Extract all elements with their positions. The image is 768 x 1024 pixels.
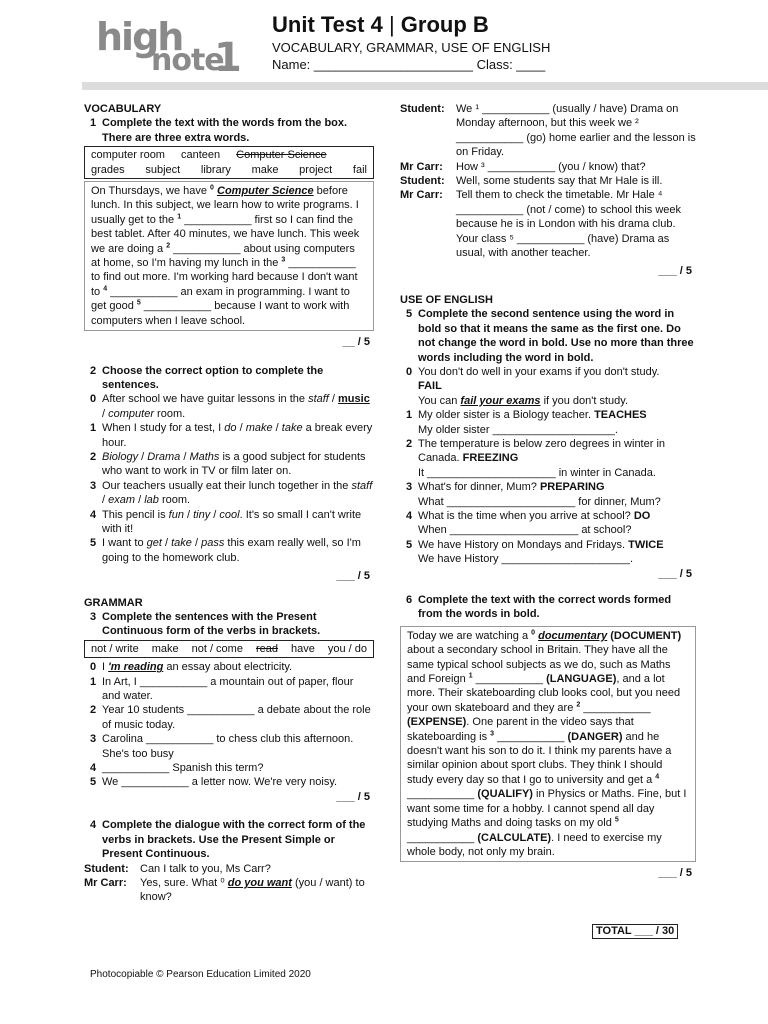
keyword: TEACHES	[594, 409, 647, 422]
word-box-item: have	[290, 642, 315, 655]
list-item	[400, 437, 696, 480]
dialogue-text-part: How ³ ___________ (you / know) that?	[456, 160, 646, 173]
example-answer: do you want	[227, 876, 292, 889]
option: staff	[308, 393, 329, 406]
question-text: What is the time when you arrive at school?	[418, 509, 634, 522]
option: Drama	[147, 450, 181, 463]
item-text-part: After school we have guitar lessons in the	[102, 393, 309, 406]
list-item	[84, 450, 374, 479]
task-1-score: __ / 5	[342, 336, 370, 349]
word-box-item: you / do	[327, 642, 367, 655]
dialogue-text-part: Well, some students say that Mr Hale is ill.	[456, 175, 663, 188]
dialogue-text	[456, 102, 696, 160]
item-number: 3	[90, 733, 97, 746]
item-number: 4	[406, 509, 413, 522]
answer-line	[418, 394, 696, 408]
item-text-part: this exam really well, so I'm going to the homework club.	[102, 537, 361, 564]
task-text: Complete the text with the words from the box. There are three extra words.	[102, 117, 348, 144]
item-number: 1	[90, 422, 97, 435]
word-box-item-used: Computer Science	[236, 149, 327, 162]
keyword: (CALCULATE)	[477, 831, 552, 844]
page-subtitle: VOCABULARY, GRAMMAR, USE OF ENGLISH	[272, 40, 551, 55]
item-text-part: a break every hour.	[102, 422, 373, 449]
task-5-score: ___ / 5	[658, 567, 692, 580]
item-text	[102, 703, 374, 732]
question-line	[418, 480, 696, 494]
keyword: (EXPENSE)	[407, 716, 467, 729]
list-item	[400, 538, 696, 567]
speaker: Mr Carr:	[400, 189, 443, 202]
option: get	[146, 537, 162, 550]
word-box-item-used: read	[255, 642, 278, 655]
left-column	[84, 102, 374, 905]
item-text-part: ___________ Spanish this term?	[102, 762, 264, 775]
task-text: Complete the text with the correct words formed from the words in bold.	[418, 594, 672, 621]
task-1-instruction	[84, 116, 374, 145]
list-item	[84, 732, 374, 761]
question-text: My older sister is a Biology teacher.	[418, 409, 595, 422]
speaker: Student:	[400, 175, 445, 188]
answer-text: When _____________________ at school?	[418, 524, 632, 537]
dialogue-text-part: Tell them to check the timetable. Mr Hale ⁴ ___________ (not / come) to school this week because he is in London with his drama club. Your class ⁵ ___________ (have) Drama as usual, with another teacher.	[456, 189, 682, 260]
question-line	[418, 365, 696, 379]
item-text-part: room.	[158, 494, 191, 507]
option: tiny	[193, 508, 211, 521]
task-2-score: ___ / 5	[336, 570, 370, 583]
task-number: 1	[90, 117, 97, 130]
item-text-part: /	[138, 450, 148, 463]
answer-line	[418, 523, 696, 537]
dialogue-text-part: (you / want) to know?	[140, 876, 365, 904]
task-number: 4	[90, 819, 97, 832]
item-text-part: room.	[153, 407, 186, 420]
speaker: Student:	[400, 103, 445, 115]
word-box-item: grades	[91, 163, 125, 176]
keyword: (DANGER)	[567, 730, 623, 743]
gap-number: 0	[531, 629, 536, 637]
text-part: about a secondary school in Britain. They have all the same typical school subjects as we do, such as Maths and Foreign	[407, 644, 671, 686]
text-part: ___________ an exam in programming. I want to get good	[91, 285, 350, 313]
dialogue-line	[84, 876, 374, 905]
gap-number: 3	[281, 256, 286, 264]
item-text	[102, 508, 374, 537]
task-4-instruction	[84, 818, 374, 861]
question-line	[418, 437, 696, 466]
dialogue-text	[456, 174, 696, 188]
item-text	[418, 437, 696, 480]
task-1-text	[84, 181, 374, 331]
gap-number: 2	[166, 242, 171, 249]
option: exam	[108, 494, 136, 507]
text-part: ___________ first so I can find the best tablet. After 40 minutes, we have lunch. This week we are doing a	[91, 213, 360, 255]
question-text: You don't do well in your exams if you don't study.	[418, 365, 660, 378]
item-number: 1	[90, 675, 97, 688]
word-box-item: fail	[352, 163, 367, 176]
option: take	[171, 537, 192, 550]
list-item	[84, 675, 374, 704]
task-4-score: ___ / 5	[658, 265, 692, 278]
word-box-item: not / write	[91, 642, 139, 655]
task-number: 3	[90, 611, 97, 623]
item-text	[102, 536, 374, 565]
item-text-part: /	[272, 422, 282, 435]
text-part: ___________ because I want to work with computers when I leave school.	[91, 300, 350, 327]
list-item	[400, 509, 696, 538]
item-text-part: /	[102, 407, 109, 420]
answer-text: if you don't study.	[540, 394, 629, 407]
list-item	[400, 365, 696, 408]
dialogue-text-part: We ¹ ___________ (usually / have) Drama on Monday afternoon, but this week we ² ___________ (go) home earlier and the lesson is on Friday.	[456, 103, 696, 159]
option: lab	[144, 494, 159, 507]
option: pass	[201, 537, 225, 550]
task-2-instruction	[84, 364, 374, 393]
item-text-part: Carolina ___________ to chess club this afternoon. She's too busy	[102, 733, 354, 760]
keyword: (QUALIFY)	[477, 788, 533, 801]
task-3-score: ___ / 5	[336, 790, 370, 803]
gap-number: 0	[210, 184, 214, 192]
keyword: TWICE	[628, 538, 664, 551]
answer-line	[418, 466, 696, 480]
item-text	[102, 660, 374, 674]
list-item	[84, 761, 374, 775]
item-text	[102, 732, 374, 761]
answer-line	[418, 495, 696, 509]
item-text-part: I want to	[102, 537, 147, 550]
item-number: 0	[406, 365, 413, 378]
item-number: 5	[90, 776, 97, 789]
name-class-line: Name: ______________________ Class: ____	[272, 57, 546, 72]
answer-text: My older sister ____________________.	[418, 423, 618, 436]
item-text-part: /	[102, 494, 109, 507]
task-6-instruction	[400, 593, 696, 622]
item-text	[102, 479, 374, 508]
gap-number: 1	[468, 672, 473, 680]
text-part: before lunch. In this subject, we learn how to write programs. I usually get to the	[91, 185, 359, 226]
task-4-dialogue-cont	[400, 102, 696, 260]
item-text-part: /	[135, 494, 145, 507]
item-text	[102, 450, 374, 479]
gap-number: 5	[614, 816, 619, 824]
gap-number: 4	[655, 773, 660, 781]
title-separator: |	[388, 12, 395, 37]
item-number: 0	[90, 661, 97, 674]
title-group: Group B	[400, 12, 489, 37]
item-text	[102, 675, 374, 704]
speaker: Mr Carr:	[400, 160, 443, 173]
list-item	[84, 508, 374, 537]
task-6-text	[400, 626, 696, 863]
text-part: ___________	[494, 730, 568, 743]
use-of-english-heading: USE OF ENGLISH	[400, 293, 493, 306]
right-column	[400, 102, 696, 881]
dialogue-text	[140, 862, 374, 876]
text-part: ___________	[407, 788, 478, 801]
item-text-part: We ___________ a letter now. We're very noisy.	[102, 776, 338, 789]
option: do	[224, 422, 237, 435]
item-number: 1	[406, 409, 413, 422]
word-box-1	[84, 146, 374, 179]
example-answer: documentary	[538, 629, 608, 642]
item-text	[418, 480, 696, 509]
gap-number: 4	[103, 285, 108, 293]
option: Biology	[102, 450, 139, 463]
answer-text: We have History _____________________.	[418, 553, 634, 566]
text-part: in Physics or Maths. Fine, but I want some time for a hobby. I cannot spend all day studying Maths and doing tasks on my old	[407, 788, 687, 830]
list-item	[84, 536, 374, 565]
item-text-part: is a good subject for students who want to work in TV or film later on.	[102, 450, 366, 478]
task-5-items	[400, 365, 696, 567]
item-text	[418, 509, 696, 538]
question-line	[418, 509, 696, 523]
task-text: Complete the second sentence using the word in bold so that it means the same as the first one. Do not change the word in bold. Use no more than three words including the word in bold.	[418, 308, 694, 364]
keyword: FAIL	[418, 380, 442, 393]
logo-note: note	[151, 43, 224, 78]
item-number: 4	[90, 508, 97, 521]
question-line	[418, 538, 696, 552]
item-text-part: /	[183, 508, 194, 521]
text-part: ___________	[407, 831, 478, 844]
dialogue-text-part: Yes, sure. What ⁰	[140, 876, 228, 889]
title-unit: Unit Test 4	[272, 12, 383, 37]
word-box-item: project	[299, 163, 333, 176]
item-number: 0	[90, 393, 97, 406]
item-text-part: I	[102, 661, 109, 674]
item-number: 5	[90, 537, 97, 550]
text-part: ___________ to find out more. I'm working hard because I don't want to	[91, 257, 358, 298]
answer-text: It _____________________ in winter in Canada.	[418, 466, 656, 479]
keyword: FREEZING	[462, 452, 519, 465]
item-text	[102, 775, 374, 789]
list-item	[84, 392, 374, 421]
task-6-score: ___ / 5	[658, 867, 692, 880]
example-answer: fail your exams	[460, 394, 541, 407]
word-box-item: make	[151, 642, 179, 655]
task-text: Complete the dialogue with the correct form of the verbs in brackets. Use the Present Simple or Present Continuous.	[102, 819, 366, 861]
text-part: ___________ about using computers at home, so I'm having my lunch in the	[91, 242, 355, 270]
list-item	[400, 408, 696, 437]
task-4-dialogue-start	[84, 862, 374, 905]
list-item	[84, 775, 374, 789]
text-part: , and a lot more. Their skateboarding club looks cool, but you need your own skateboard and they are	[407, 673, 681, 714]
option: computer	[108, 407, 154, 420]
item-text-part: an essay about electricity.	[163, 661, 293, 674]
question-text: What's for dinner, Mum?	[418, 481, 540, 494]
text-part: and he doesn't want his son to do it. I think my parents have a similar opinion about sport clubs. They think I should study every day so that I go to university and get a	[407, 730, 672, 786]
task-number: 5	[406, 308, 413, 321]
vocabulary-heading: VOCABULARY	[84, 103, 162, 115]
task-3-instruction	[84, 610, 374, 639]
option: Maths	[189, 450, 220, 463]
high-note-logo	[96, 15, 246, 81]
keyword: (DOCUMENT)	[610, 629, 682, 642]
item-text	[102, 392, 374, 421]
question-line	[418, 408, 696, 422]
answer-text: You can	[418, 394, 461, 407]
word-box-item: subject	[145, 163, 181, 176]
word-box-item: computer room	[91, 149, 165, 162]
page-title	[272, 12, 489, 38]
keyword: DO	[633, 509, 651, 522]
item-number: 4	[90, 762, 97, 775]
option: take	[281, 422, 303, 435]
item-text-part: /	[328, 393, 339, 406]
item-text	[418, 538, 696, 567]
task-2-items	[84, 392, 374, 565]
list-item	[400, 480, 696, 509]
question-text: We have History on Mondays and Fridays.	[418, 538, 629, 551]
list-item	[84, 421, 374, 450]
word-box-3	[84, 640, 374, 658]
dialogue-text-part: Can I talk to you, Ms Carr?	[140, 862, 271, 875]
dialogue-line	[400, 174, 696, 188]
text-part: ___________	[472, 673, 547, 686]
text-part: Today we are watching a	[407, 629, 532, 642]
answer-text: What _____________________ for dinner, Mum?	[418, 495, 661, 508]
grammar-heading: GRAMMAR	[84, 596, 143, 609]
gap-number: 2	[576, 701, 581, 709]
dialogue-text	[140, 876, 374, 905]
item-text-part: . It's so small I can't write with it!	[102, 508, 362, 535]
option: cool	[219, 508, 240, 521]
item-text-part: /	[180, 450, 190, 463]
item-text-part: /	[210, 508, 220, 521]
dialogue-line	[400, 160, 696, 174]
list-item	[84, 479, 374, 508]
header-divider	[82, 82, 768, 90]
answer-line	[418, 552, 696, 566]
item-text-part: This pencil is	[102, 508, 169, 521]
answer-line	[418, 423, 696, 437]
item-text-part: /	[236, 422, 246, 435]
option: staff	[351, 479, 373, 492]
dialogue-line	[400, 188, 696, 260]
item-text-part: Our teachers usually eat their lunch together in the	[102, 479, 352, 492]
list-item	[84, 703, 374, 732]
gap-number: 1	[177, 213, 182, 221]
task-number: 2	[90, 364, 97, 377]
dialogue-line	[84, 862, 374, 876]
example-answer: Computer Science	[217, 185, 314, 198]
item-number: 3	[90, 479, 97, 492]
task-5-instruction	[400, 307, 696, 365]
word-box-item: canteen	[180, 149, 221, 162]
task-number: 6	[406, 594, 413, 606]
item-text	[418, 365, 696, 408]
item-number: 2	[90, 450, 97, 463]
option: fun	[168, 508, 184, 521]
logo-one: 1	[214, 35, 242, 81]
list-item	[84, 660, 374, 674]
option: make	[245, 422, 273, 435]
copyright-footer: Photocopiable © Pearson Education Limited 2020	[90, 969, 311, 980]
item-number: 5	[406, 538, 413, 551]
example-answer: 'm reading	[108, 661, 164, 674]
item-text	[418, 408, 696, 437]
item-text-part: /	[191, 537, 202, 550]
question-text: The temperature is below zero degrees in winter in Canada.	[418, 437, 666, 465]
word-box-item: not / come	[191, 642, 243, 655]
item-number: 2	[406, 437, 413, 450]
gap-number: 3	[490, 730, 495, 737]
correct-option: music	[338, 393, 370, 406]
text-part: On Thursdays, we have	[91, 185, 211, 198]
item-number: 2	[90, 704, 97, 717]
item-text-part: In Art, I ___________ a mountain out of paper, flour and water.	[102, 675, 354, 703]
gap-number: 5	[136, 299, 141, 307]
task-3-items	[84, 660, 374, 790]
dialogue-line	[400, 102, 696, 160]
item-text-part: When I study for a test, I	[102, 422, 225, 435]
keyword: PREPARING	[539, 481, 605, 494]
speaker: Student:	[84, 862, 129, 875]
logo-high: high	[96, 15, 183, 59]
word-box-item: make	[251, 163, 279, 176]
total-score: TOTAL ___ / 30	[592, 924, 678, 939]
text-part: . I need to exercise my whole body, not only my brain.	[407, 831, 662, 858]
text-part: ___________	[580, 701, 651, 714]
item-text	[102, 761, 374, 775]
task-text: Choose the correct option to complete the sentences.	[102, 364, 324, 391]
item-text-part: Year 10 students ___________ a debate about the role of music today.	[102, 704, 371, 731]
speaker: Mr Carr:	[84, 876, 127, 889]
dialogue-text	[456, 160, 696, 174]
item-text-part: /	[161, 537, 172, 550]
text-part: . One parent in the video says that skateboarding is	[407, 716, 634, 743]
keyword: (LANGUAGE)	[546, 673, 617, 686]
word-box-item: library	[200, 163, 231, 176]
task-text: Complete the sentences with the Present Continuous form of the verbs in brackets.	[102, 611, 321, 638]
item-number: 3	[406, 481, 413, 494]
dialogue-text	[456, 188, 696, 260]
item-text	[102, 421, 374, 450]
